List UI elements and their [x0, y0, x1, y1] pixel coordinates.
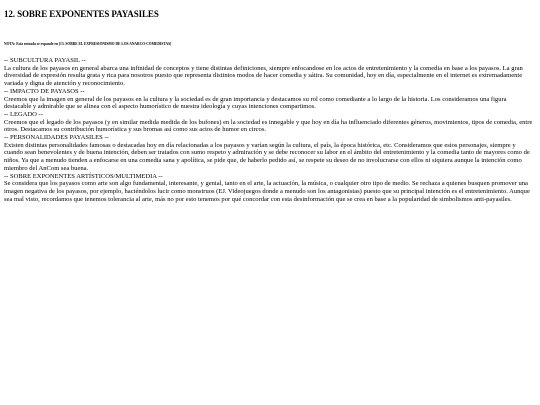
section-body: Se considera que los payasos como arte son algo fundamental, interesante, y genial, tanto en el arte, la actuación, la música, o cualquier otro tipo de medio. Se rechaza a quienes busquen promover una imagen negativa de los payasos, por ejemplo, haciéndolos lucir como monstruos (EJ. Videojuegos donde a menudo son los antagonistas) puesto que su principal intención es el entretenimiento. Aunque sea mal visto, recordamos que tenemos tolerancia al arte, más no por esto tenemos por qué concordar con esta desinformación que se crea en base a la popularidad de simbolismos anti-payasiles.	[4, 180, 530, 203]
content	[4, 57, 534, 203]
section-heading: -- SUBCULTURA PAYASIL --	[4, 57, 86, 64]
section-body: Existen distintas personalidades famosas o destacadas hoy en día relacionadas a los payasos y varían según la cultura, el país, la época histórica, etc. Consideramos que estos personajes, siempre y cuando sean benevolentes y de buena intención, deben ser tratados con sumo respeto y admiración y se debe reconocer su labor en el ámbito del entretenimiento y la comedia tanto de mayores como de niños. Ya que a menudo tienden a enfocarse en una comedia sana y apolítica, se pide que, de haberlo pedido así, se respete su deseo de no involucrarse con ellos ni siquiera aunque la intención como miembro del AnCom sea buena.	[4, 141, 530, 172]
document-page	[4, 9, 534, 203]
section-heading: -- LEGADO --	[4, 110, 43, 118]
section-heading: -- SOBRE EXPONENTES ARTÍSTICOS/MULTIMEDIA --	[4, 172, 163, 180]
section-body: La cultura de los payasos en general abarca una infinidad de conceptos y tiene distintas definiciones, siempre enfocandose en los actos de entretenimiento y la comedia en base a los payasos. La gran diversidad de expresión resulta grata y rica para nosotros puesto que representa distintos modos de hacer comedia y sátira. Su comunidad, hoy en día, especialmente en el internet es extremadamente variada y digna de atención y reconocimiento.	[4, 64, 523, 88]
section-body: Creemos que el legado de los payasos (y en similar medida medida de los bufones) en la sociedad es innegable y que hoy en día ha influenciado diferentes géneros, movimientos, tipos de comedia, entre otros. Destacamos su contribución humorística y sus bromas así como sus actos de humor en circos.	[4, 118, 533, 134]
section-heading: -- IMPACTO DE PAYASOS --	[4, 87, 85, 95]
section-heading: -- PERSONALIDADES PAYASILES --	[4, 134, 109, 142]
page-title: 12. SOBRE EXPONENTES PAYASILES	[4, 9, 159, 19]
section-body: Creemos que la imagen en general de los payasos en la cultura y la sociedad es de gran importancia y destacamos su rol como comediante a lo largo de la historia. Los consideramos una figura destacable y admirable que se alinea con el aspecto humorístico de nuestra ideología y cuyas intenciones compartimos.	[4, 95, 507, 111]
expansion-note: NOTA: Esta entrada se expande en [13. SOBRE EL EXPRESIONISMO DE LOS ANARCO-COMEDISTAS]	[4, 42, 172, 46]
